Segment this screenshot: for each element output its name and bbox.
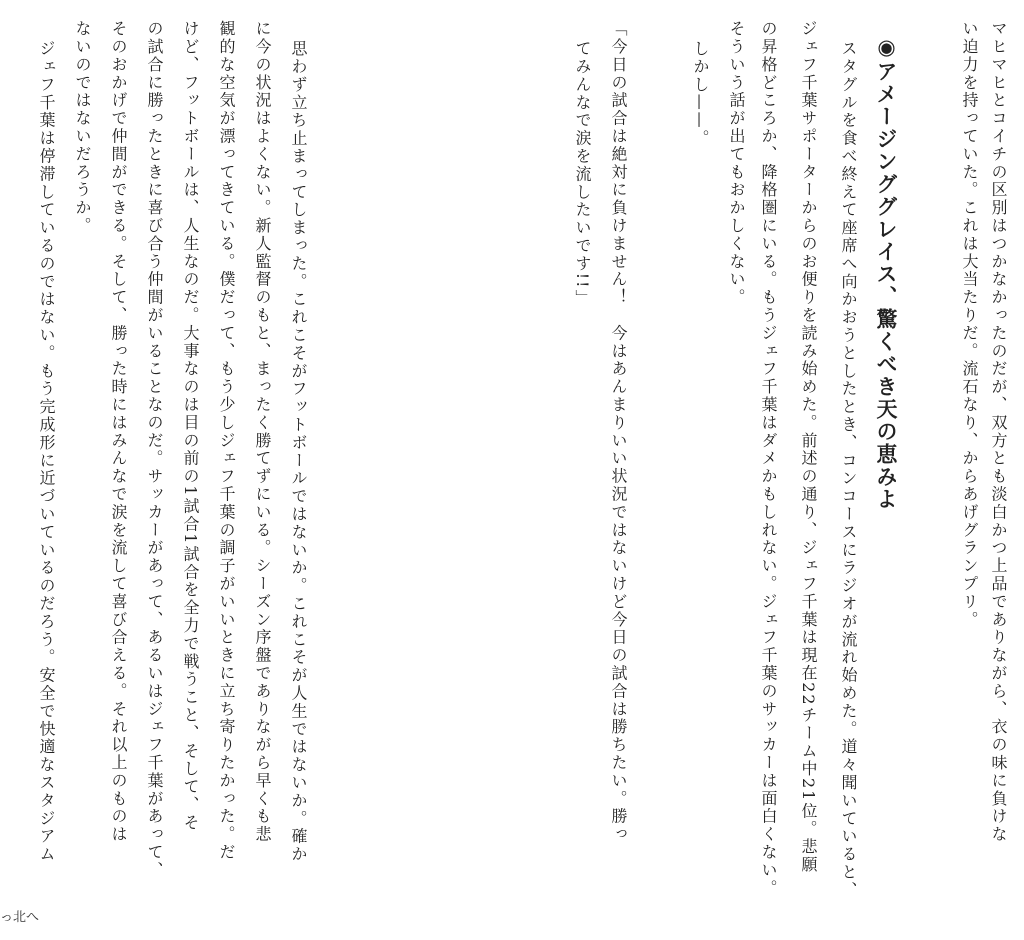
body-line-4: ジェフ千葉サポーターからのお便りを読み始めた。前述の通り、ジェフ千葉は現在22チーム中21位。悲願 [799,20,818,874]
body-line-12: の試合に勝ったときに喜び合う仲間がいることなのだ。サッカーがあって、あるいはジェフ千葉があって、 [145,20,164,880]
running-footer-fragment: っ北へ [0,910,40,925]
quote-line-1: 「今日の試合は絶対に負けません！ 今はあんまりいい状況ではないけど今日の試合は勝ちたい。勝っ [609,20,628,844]
body-line-15: ジェフ千葉は停滞しているのではない。もう完成形に近づいているのだろう。安全で快適なスタジアム [37,40,56,864]
body-line-7: しかし——。 [691,40,710,148]
quote-line-2: てみんなで涙を流したいです!!」 [573,40,592,308]
body-line-9: に今の状況はよくない。新人監督のもと、まったく勝てずにいる。シーズン序盤でありながら早くも悲 [253,20,272,844]
body-line-14: ないのではないだろうか。 [73,20,92,235]
body-line-13: そのおかげで仲間ができる。そして、勝った時にはみんなで涙を流して喜び合える。それ以上のものは [109,20,128,844]
body-line-1: マヒマヒとコイチの区別はつかなかったのだが、双方とも淡白かつ上品でありながら、衣の味に負けな [989,20,1008,844]
section-heading: ◉アメージンググレイス、驚くべき天の恵みよ [874,34,899,511]
body-line-10: 観的な空気が漂ってきている。僕だって、もう少しジェフ千葉の調子がいいときに立ち寄りたかった。だ [217,20,236,862]
body-line-11: けど、フットボールは、人生なのだ。大事なのは目の前の1試合1試合を全力で戦うこと、そして、そ [181,20,200,832]
body-line-5: の昇格どころか、降格圏にいる。もうジェフ千葉はダメかもしれない。ジェフ千葉のサッカーは面白くない。 [759,20,778,898]
body-line-8: 思わず立ち止まってしまった。これこそがフットボールではないか。これこそが人生ではないか。確か [289,40,308,864]
body-line-3: スタグルを食べ終えて座席へ向かおうとしたとき、コンコースにラジオが流れ始めた。道々聞いていると、 [839,40,858,900]
body-line-6: そういう話が出てもおかしくない。 [727,20,746,307]
body-line-2: い迫力を持っていた。これは大当たりだ。流石なり、からあげグランプリ。 [960,20,979,629]
